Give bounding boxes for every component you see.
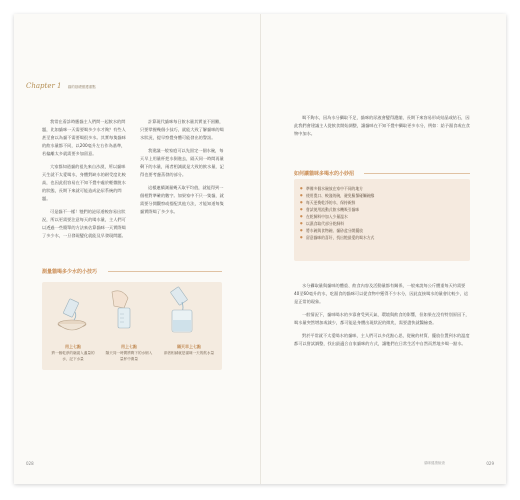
list-item: ● 留意貓咪的喜好，找出牠最愛的喝水方式: [306, 234, 462, 241]
list-item: ● 以濕食取代部分乾飼料: [306, 220, 462, 227]
measuring-illustration: [42, 282, 222, 370]
chapter-mark-text: Chapter 1: [26, 82, 62, 90]
page-number-left: 028: [26, 461, 34, 466]
chapter-mark: [26, 82, 96, 90]
list-item: ● 嘗試使用流動式飲水機吸引貓咪: [306, 206, 462, 213]
running-head: 貓咪健康檢查: [424, 461, 445, 465]
tips-box: [294, 179, 470, 261]
list-item: ● 每天更換乾淨的水，保持新鮮: [306, 199, 462, 206]
heading-rule: [364, 173, 470, 174]
left-column-1: [42, 118, 128, 245]
book-gutter: [260, 14, 261, 484]
list-item: ● 將水碗與食物碗、貓砂盆分開擺放: [306, 227, 462, 234]
paragraph: 大家都知道貓的祖先來自沙漠，所以貓咪天生就不太愛喝水，身體對缺水的耐受度比較高，也因此很容易在不知不覺中處於輕微脫水的狀態，長期下來就可能造成泌尿系統的問題。: [42, 164, 126, 201]
step-caption-2: 用上七點 隔天同一時間將剩下的水倒入量杯中測量: [105, 344, 153, 361]
tips-list: [294, 179, 470, 241]
list-item: ● 準備多個水碗放在家中不同的地方: [306, 185, 462, 192]
left-column-2: [140, 118, 224, 221]
list-item: ● 在乾飼料中加入少量溫水: [306, 213, 462, 220]
page-number-right: 029: [486, 461, 494, 466]
right-column-top: [294, 114, 470, 143]
list-item: ● 使用寬口、較淺的碗，避免鬍鬚碰觸碗緣: [306, 192, 462, 199]
measuring-drawing-icon: [42, 282, 222, 342]
paragraph: 喝不夠水，因為水分攝取不足，貓咪的尿液會變得濃縮，長期下來容易形成結晶或結石，因此我們會建議主人從飲食開始調整，讓貓咪在不知不覺中攝取更多水分，例如：給予濕食或在食物中加水。: [294, 115, 470, 136]
tip-heading: 測量貓喝多少水的小技巧: [42, 269, 98, 275]
step-caption-1: 用上七點 將一個乾淨的碗裝入適量的水，記下水量: [51, 344, 95, 361]
paragraph: 計算現代貓咪每日飲水量其實並不困難，只要掌握幾個小技巧，就能大致了解貓咪的喝水狀況，提早察覺身體可能發出的警訊。: [140, 119, 224, 140]
paragraph: 對於平常就不太愛喝水的貓咪，主人們可以多花點心思，從碗的材質、擺放位置到水的溫度都可以嘗試調整，找出最適合自家貓咪的方式，讓牠們在日常生活中自然而然地多喝一點水。: [294, 333, 470, 346]
step-caption-3: 隔天早上七點 兩者相減就是貓咪一天的飲水量: [163, 344, 215, 355]
chapter-subtitle: 貓的基礎照護重點: [67, 85, 96, 89]
right-column-bottom: [294, 282, 470, 353]
paragraph: 水分攝取量與貓咪的體重、飲食內容及活動量都有關係，一般來說每公斤體重每天約需要40至60毫升的水，吃濕食的貓咪可以從食物中獲得不少水分，因此直接喝水的量會比較少，這是正常的現象。: [294, 283, 468, 304]
paragraph: 可是貓不一樣！牠們的泌尿道較容易出狀況，所以更需要注意每天的喝水量，主人們可以透過一些簡單的方法來估算貓咪一天實際喝了多少水，一旦發現變化就能及早發現問題。: [42, 209, 126, 238]
paragraph: 一般情況下，貓咪喝水的多寡會受到天氣、環境與飲食的影響，但如果在沒有特別原因下，喝水量突然增加或減少，都可能是身體出現狀況的徵兆，需要盡快就醫檢查。: [294, 312, 470, 325]
paragraph: 我建議一般家庭可以先固定一個水碗，每天早上用量杯把水倒進去，隔天同一時間再量剩下的水量，兩者相減就是大致的飲水量，記得也要考慮蒸發的部分。: [140, 148, 224, 177]
tip-box-heading: 如何讓貓咪多喝水的小妙招: [294, 171, 355, 177]
paragraph: 這樣連續測量幾天取平均值，就能得到一個相對準確的數字。如果家中不只一隻貓，就需要分開觀察或搭配其他方法，才能知道每隻貓實際喝了多少水。: [140, 185, 224, 214]
heading-rule: [108, 271, 222, 272]
paragraph: 我常在看診時應貓主人們問一起飲水的問題，比如貓咪一天需要喝多少水才夠？有些人甚至會以為貓不需要喝很多水。其實每隻貓咪的飲水量都不同，以200毫升左右作為基準，若偏離太多就需要多加留意。: [42, 119, 126, 156]
